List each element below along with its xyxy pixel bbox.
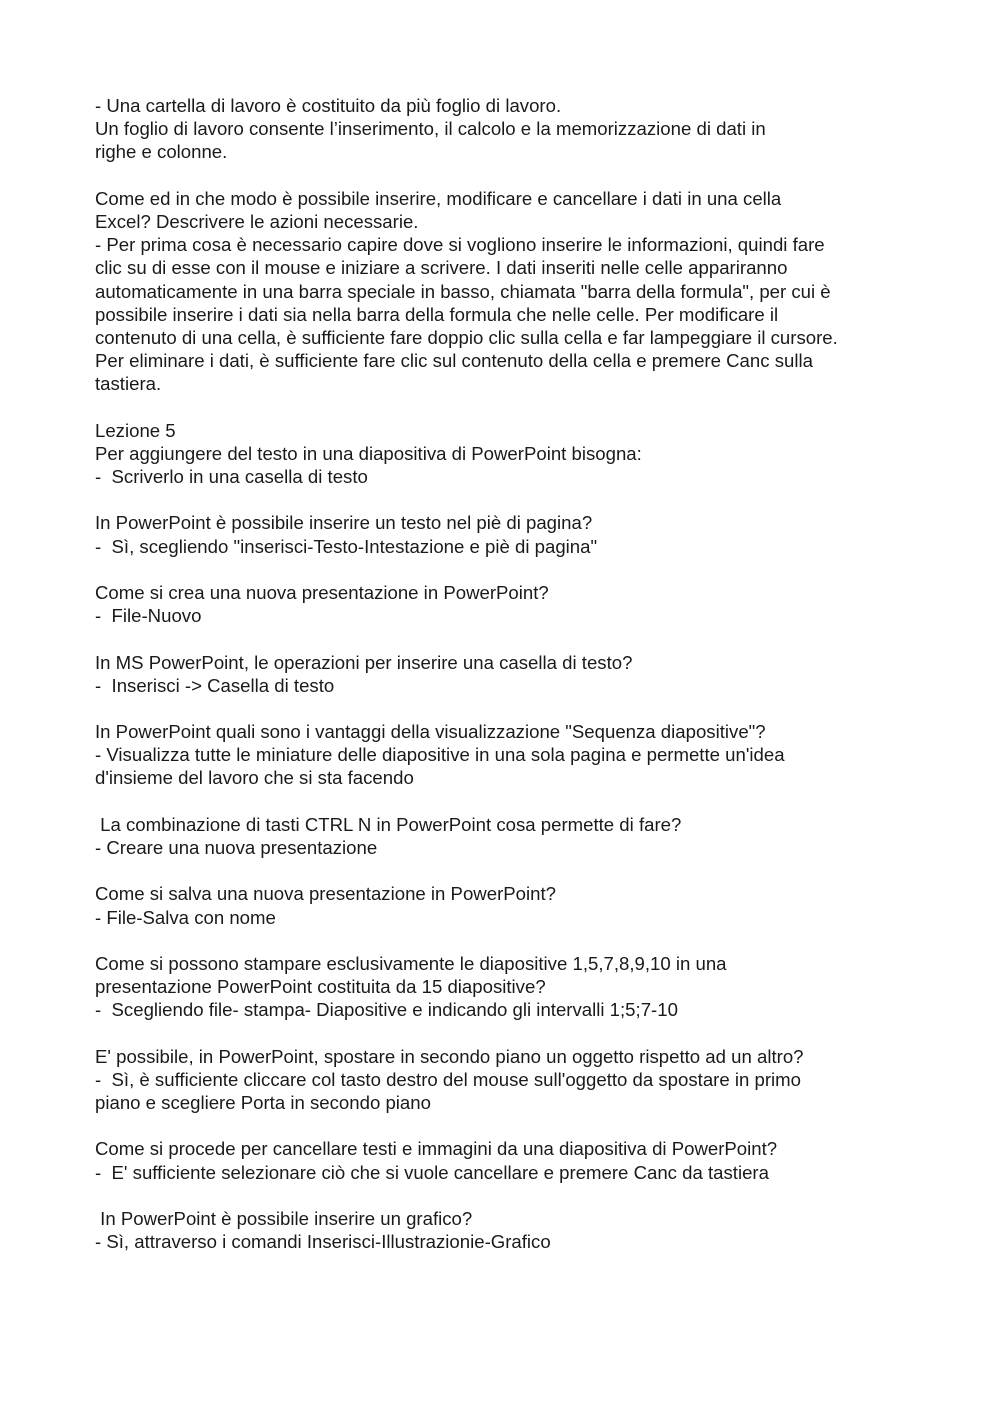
question-line: Come si possono stampare esclusivamente le diapositive 1,5,7,8,9,10 in una — [95, 952, 727, 974]
blank-line — [95, 697, 915, 720]
question-line: In PowerPoint è possibile inserire un testo nel piè di pagina? — [95, 512, 593, 534]
answer-line: Per eliminare i dati, è sufficiente fare clic sul contenuto della cella e premere Canc sulla — [95, 350, 813, 372]
document-page — [95, 94, 915, 1253]
answer-line: - Scegliendo file- stampa- Diapositive e indicando gli intervalli 1;5;7-10 — [95, 999, 678, 1021]
answer-line: tastiera. — [95, 373, 162, 395]
answer-line: - Inserisci -> Casella di testo — [95, 674, 335, 696]
answer-line: clic su di esse con il mouse e iniziare a scrivere. I dati inseriti nelle celle appariranno — [95, 257, 788, 279]
question-line: Excel? Descrivere le azioni necessarie. — [95, 210, 419, 232]
blank-line — [95, 558, 915, 581]
blank-line — [95, 627, 915, 650]
answer-line: contenuto di una cella, è sufficiente fare doppio clic sulla cella e far lampeggiare il cursore. — [95, 326, 838, 348]
question-line: La combinazione di tasti CTRL N in PowerPoint cosa permette di fare? — [95, 813, 682, 835]
question-line: Per aggiungere del testo in una diapositiva di PowerPoint bisogna: — [95, 442, 642, 464]
answer-line: - Scriverlo in una casella di testo — [95, 466, 368, 487]
answer-line: piano e scegliere Porta in secondo piano — [95, 1092, 431, 1114]
question-line: In PowerPoint quali sono i vantaggi della visualizzazione "Sequenza diapositive"? — [95, 721, 766, 743]
blank-line — [95, 929, 915, 952]
blank-line — [95, 1184, 915, 1207]
blank-line — [95, 790, 915, 813]
answer-line: - File-Nuovo — [95, 605, 202, 627]
answer-line: possibile inserire i dati sia nella barra della formula che nelle celle. Per modificare il — [95, 303, 779, 325]
blank-line — [95, 488, 915, 511]
question-line: E' possibile, in PowerPoint, spostare in secondo piano un oggetto rispetto ad un altro? — [95, 1045, 804, 1067]
answer-line: - Visualizza tutte le miniature delle diapositive in una sola pagina e permette un'idea — [95, 744, 785, 766]
text-line: righe e colonne. — [95, 141, 228, 163]
question-line: Come si salva una nuova presentazione in PowerPoint? — [95, 883, 556, 905]
question-line: Come ed in che modo è possibile inserire, modificare e cancellare i dati in una cella — [95, 187, 782, 209]
question-line: Come si crea una nuova presentazione in PowerPoint? — [95, 581, 549, 603]
blank-line — [95, 164, 915, 187]
answer-line: - Sì, attraverso i comandi Inserisci-Illustrazionie-Grafico — [95, 1231, 551, 1253]
text-line: - Una cartella di lavoro è costituito da più foglio di lavoro. — [95, 95, 562, 116]
blank-line — [95, 1022, 915, 1045]
question-line: presentazione PowerPoint costituita da 15 diapositive? — [95, 976, 546, 998]
section-heading: Lezione 5 — [95, 419, 176, 441]
blank-line — [95, 1114, 915, 1137]
blank-line — [95, 859, 915, 882]
answer-line: - E' sufficiente selezionare ciò che si vuole cancellare e premere Canc da tastiera — [95, 1161, 769, 1183]
question-line: Come si procede per cancellare testi e immagini da una diapositiva di PowerPoint? — [95, 1138, 778, 1160]
answer-line: - Sì, scegliendo "inserisci-Testo-Intestazione e piè di pagina" — [95, 535, 598, 557]
answer-line: - Creare una nuova presentazione — [95, 837, 378, 858]
question-line: In PowerPoint è possibile inserire un grafico? — [95, 1208, 473, 1229]
answer-line: - Sì, è sufficiente cliccare col tasto destro del mouse sull'oggetto da spostare in primo — [95, 1068, 801, 1090]
answer-line: automaticamente in una barra speciale in basso, chiamata "barra della formula", per cui è — [95, 280, 831, 302]
blank-line — [95, 395, 915, 418]
answer-line: - Per prima cosa è necessario capire dove si vogliono inserire le informazioni, quindi fare — [95, 234, 825, 256]
text-line: Un foglio di lavoro consente l’inserimento, il calcolo e la memorizzazione di dati in — [95, 118, 766, 140]
question-line: In MS PowerPoint, le operazioni per inserire una casella di testo? — [95, 651, 633, 673]
answer-line: - File-Salva con nome — [95, 906, 276, 928]
answer-line: d'insieme del lavoro che si sta facendo — [95, 767, 414, 789]
